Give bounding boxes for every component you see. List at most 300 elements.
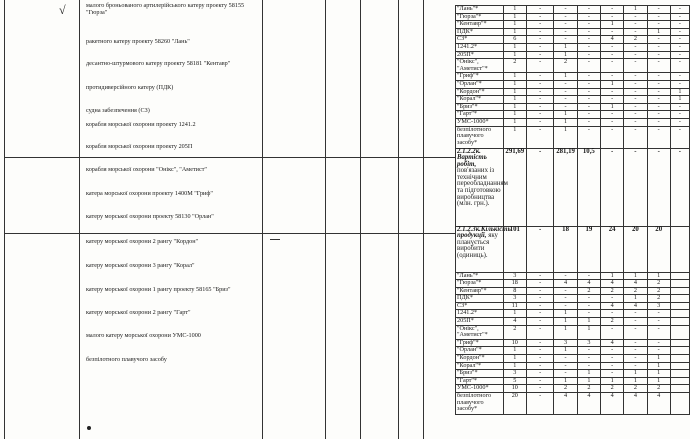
table-cell: - [526,111,554,119]
row-label: "Гюрза"* [456,280,504,288]
table-cell [670,287,689,295]
table-cell: - [526,96,554,104]
table-cell: - [647,21,670,29]
vessel-description: ракетного катеру проекту 58260 "Лань" [86,38,190,45]
table-cell: 1 [647,272,670,280]
table-cell: - [577,302,600,310]
table-cell: - [624,43,647,51]
vessel-description: катеру морської охорони 1 рангу проекту 58165 "Бриз" [86,286,231,293]
table-row [456,393,690,415]
table-cell: - [554,362,577,370]
table-cell: - [577,355,600,363]
table-cell: - [601,310,624,318]
table-cell: - [647,318,670,326]
table-row [456,347,690,355]
table-cell: 1 [503,6,526,14]
vessel-description: судна забезпечення (СЗ) [86,107,150,114]
row-label: "Гриф"* [456,73,504,81]
table-cell [670,318,689,326]
table-cell: - [647,80,670,88]
table-cell: 1 [624,377,647,385]
table-cell: 1 [503,21,526,29]
table-cell: - [577,28,600,36]
table-cell: - [526,347,554,355]
table-cell: 1 [624,370,647,378]
table-row [456,80,690,88]
table-cell: - [624,126,647,148]
table-cell: - [624,51,647,59]
row-separator [4,233,455,234]
table-row [456,126,690,148]
row-label: "Гюрза"* [456,13,504,21]
table-cell: - [624,21,647,29]
table-cell: - [670,59,689,73]
table-cell: - [601,96,624,104]
table-cell: 1 [554,126,577,148]
row-label: "Онікс", "Аметист"* [456,325,504,339]
table-row [456,111,690,119]
table-cell: 1 [577,325,600,339]
table-cell: 1 [554,325,577,339]
table-cell: 4 [601,339,624,347]
table-cell: - [577,118,600,126]
table-cell: 2 [601,385,624,393]
table-row [456,226,690,272]
table-cell: 1 [554,118,577,126]
table-cell: - [577,21,600,29]
row-label: "Кентавр"* [456,21,504,29]
check-mark-annotation: √ [59,3,66,17]
table-cell: - [554,370,577,378]
table-cell: - [577,111,600,119]
table-cell: - [577,295,600,303]
table-cell: - [647,96,670,104]
table-cell: 291,69 [503,148,526,226]
table-cell: 1 [577,377,600,385]
table-cell: 1 [503,73,526,81]
table-cell: 20 [503,393,526,415]
table-cell [670,325,689,339]
table-cell: - [577,73,600,81]
table-cell: 1 [601,80,624,88]
table-cell: - [554,295,577,303]
table-cell: 281,19 [554,148,577,226]
table-cell: - [526,43,554,51]
table-cell: - [670,36,689,44]
row-label: 1241.2* [456,310,504,318]
table-cell: - [526,310,554,318]
table-cell: - [577,13,600,21]
table-column-line [360,0,361,439]
table-cell: 1 [601,21,624,29]
table-cell [670,280,689,288]
table-cell: - [624,362,647,370]
table-cell: 4 [624,280,647,288]
table-cell: - [647,59,670,73]
table-cell [670,310,689,318]
table-cell: - [577,51,600,59]
table-cell: - [526,21,554,29]
table-cell: 1 [503,80,526,88]
row-label: "Бриз"* [456,370,504,378]
table-cell: 2 [503,59,526,73]
table-row [456,103,690,111]
table-cell: 1 [503,362,526,370]
vessel-description: протидиверсійного катеру (ПДК) [86,84,174,91]
table-cell: 4 [601,36,624,44]
table-cell: - [647,310,670,318]
table-cell: 2 [503,325,526,339]
vessel-description: безпілотного плавучого засобу [86,356,167,363]
table-row [456,362,690,370]
table-cell: - [554,96,577,104]
vessel-description: малого катеру морської охорони УМС-1000 [86,332,201,339]
table-cell: - [647,36,670,44]
table-cell: - [601,148,624,226]
table-cell [670,302,689,310]
table-cell: - [601,347,624,355]
table-cell: 5 [503,377,526,385]
table-cell [670,272,689,280]
table-cell: - [601,43,624,51]
table-cell: - [526,13,554,21]
table-cell: - [670,111,689,119]
row-label-text: пов'язаних із технічним переобладнанням та підготовкою виробництва (млн. грн.). [457,167,508,208]
table-cell: 1 [624,295,647,303]
table-cell: 2 [624,385,647,393]
row-label: СЗ* [456,36,504,44]
table-cell: 2 [554,59,577,73]
row-label: "Гарт"* [456,111,504,119]
vessel-description: корабля морської охорони проекту 1241.2 [86,121,196,128]
table-cell: - [577,36,600,44]
table-cell: 2 [647,295,670,303]
table-cell: - [554,80,577,88]
table-cell: - [526,325,554,339]
table-row [456,355,690,363]
table-row [456,310,690,318]
table-cell: 4 [647,393,670,415]
row-label-text: яку планується виробити (одиниць). [457,232,498,259]
table-cell: 1 [670,88,689,96]
table-cell: - [526,302,554,310]
table-cell: - [554,28,577,36]
table-cell: - [577,80,600,88]
table-cell: 24 [601,226,624,272]
table-cell: - [670,103,689,111]
table-cell: - [601,73,624,81]
table-cell: - [670,51,689,59]
table-cell: - [670,13,689,21]
table-row [456,148,690,226]
row-separator [4,157,455,158]
table-cell: - [647,339,670,347]
table-cell: 1 [647,355,670,363]
table-cell: 20 [624,226,647,272]
row-label: безпілотного плавучого засобу* [456,126,504,148]
table-cell: 1 [554,73,577,81]
table-cell: - [624,73,647,81]
table-cell: 2 [577,385,600,393]
table-cell: - [577,103,600,111]
vessel-description: катеру морської охорони проекту 58130 "Орлан" [86,213,214,220]
table-cell: 1 [577,318,600,326]
row-separator-mark [270,239,280,240]
table-cell: - [526,393,554,415]
row-label: "Лань"* [456,6,504,14]
table-cell [670,393,689,415]
table-cell: - [624,118,647,126]
table-column-line [79,0,80,439]
table-row [456,59,690,73]
row-label: "Кордон"* [456,88,504,96]
table-cell: 1 [503,88,526,96]
row-label: "Гарт"* [456,377,504,385]
table-cell: - [526,148,554,226]
table-cell: - [601,28,624,36]
table-cell: - [647,88,670,96]
table-cell: 1 [670,96,689,104]
table-cell: - [624,347,647,355]
table-cell: - [577,43,600,51]
table-cell [670,385,689,393]
row-label-heading: 2.1.2.3к.Кількість продукції, [457,225,511,240]
row-label: ПДК* [456,295,504,303]
table-cell: - [526,126,554,148]
table-cell: 3 [577,339,600,347]
table-cell: - [577,59,600,73]
table-cell: - [647,347,670,355]
row-label: 1241.2* [456,43,504,51]
table-cell: 2 [577,287,600,295]
table-row [456,295,690,303]
row-label: УМС-1000* [456,385,504,393]
table-cell: - [526,318,554,326]
table-cell: - [526,51,554,59]
table-cell: - [624,103,647,111]
table-cell: - [554,287,577,295]
table-cell: 1 [503,355,526,363]
table-cell: 2 [624,287,647,295]
table-cell: - [577,6,600,14]
table-cell: 4 [601,393,624,415]
table-cell [670,377,689,385]
table-cell: - [624,310,647,318]
table-cell: - [624,59,647,73]
table-cell: - [601,111,624,119]
table-cell: 1 [503,103,526,111]
table-cell: - [526,73,554,81]
table-cell: - [554,88,577,96]
table-row [456,370,690,378]
table-cell: - [526,280,554,288]
table-row [456,43,690,51]
table-cell: - [624,318,647,326]
row-label: "Орлан"* [456,347,504,355]
table-cell: - [601,118,624,126]
table-cell: - [554,272,577,280]
table-row [456,13,690,21]
vessel-description: катеру морської охорони 2 рангу "Кордон" [86,238,199,245]
table-cell: 4 [554,280,577,288]
table-cell: - [624,325,647,339]
table-cell: 1 [647,28,670,36]
row-label: "Кентавр"* [456,287,504,295]
table-cell: 2 [624,36,647,44]
table-row [456,88,690,96]
table-row [456,302,690,310]
table-cell: 3 [503,272,526,280]
table-cell: - [526,226,554,272]
table-cell: 11 [503,302,526,310]
table-cell [670,226,689,272]
table-cell: - [577,272,600,280]
table-cell: 1 [554,310,577,318]
table-cell: - [624,148,647,226]
table-cell: 1 [554,111,577,119]
table-cell [670,355,689,363]
row-label: "Гриф"* [456,339,504,347]
table-row [456,318,690,326]
table-cell: 1 [503,43,526,51]
table-column-line [398,0,399,439]
table-cell: 2 [601,287,624,295]
table-cell: - [647,51,670,59]
table-cell: 1 [647,362,670,370]
table-cell: 20 [647,226,670,272]
table-cell: - [526,272,554,280]
table-cell: - [624,88,647,96]
table-cell: 2 [554,385,577,393]
table-cell: - [670,6,689,14]
vessel-description: малого броньованого артилерійського катеру проекту 58155 "Гюрза" [86,2,245,17]
table-cell: - [526,88,554,96]
table-cell: - [670,43,689,51]
table-row [456,325,690,339]
table-column-line [325,0,326,439]
table-cell: - [647,6,670,14]
table-cell: 1 [503,111,526,119]
table-cell: - [526,103,554,111]
row-label: "Кордон"* [456,355,504,363]
table-border-left [4,0,5,439]
table-cell: - [526,6,554,14]
table-cell: - [647,103,670,111]
table-cell: 3 [647,302,670,310]
table-cell: - [526,287,554,295]
row-label: "Корал"* [456,362,504,370]
table-cell: 10 [503,385,526,393]
table-cell: - [526,59,554,73]
table-cell: - [601,325,624,339]
table-cell: 2 [647,287,670,295]
table-cell: 1 [554,318,577,326]
table-cell: - [601,355,624,363]
table-column-line [262,0,263,439]
row-label-heading: 2.1.2.2к. Вартість робіт, [457,147,487,168]
table-cell: - [577,88,600,96]
table-row [456,339,690,347]
table-cell: 1 [503,118,526,126]
table-cell: - [601,362,624,370]
table-cell: 4 [601,280,624,288]
table-cell: - [601,126,624,148]
vessel-description: десантно-штурмового катеру проекту 58181 "Кентавр" [86,60,231,67]
table-cell: 1 [624,272,647,280]
table-cell: 1 [647,377,670,385]
production-table [455,5,690,415]
table-cell: - [526,36,554,44]
table-cell: - [647,126,670,148]
table-cell: 10 [503,339,526,347]
table-cell: 2 [647,385,670,393]
table-cell: 18 [503,280,526,288]
table-cell: - [526,362,554,370]
table-cell: 4 [554,393,577,415]
table-cell: - [577,362,600,370]
table-cell: 1 [554,347,577,355]
vessel-description: корабля морської охорони проекту 205П [86,143,193,150]
table-cell: - [577,347,600,355]
table-cell [670,339,689,347]
table-cell: - [647,43,670,51]
vessel-description: катеру морської охорони 3 рангу "Корал" [86,262,195,269]
table-cell: - [526,385,554,393]
vessel-description: катеру морської охорони 2 рангу "Гарт" [86,309,191,316]
row-label: безпілотного плавучого засобу* [456,393,504,415]
table-cell: 1 [503,28,526,36]
table-cell: - [624,111,647,119]
table-cell: - [554,21,577,29]
table-cell: - [526,80,554,88]
table-cell: - [577,310,600,318]
table-cell: - [624,96,647,104]
table-cell: 1 [503,96,526,104]
table-cell: - [601,370,624,378]
table-cell: - [554,302,577,310]
table-cell: - [670,126,689,148]
table-cell: 1 [554,51,577,59]
table-cell: 4 [577,393,600,415]
table-cell: 2 [601,318,624,326]
table-cell [670,347,689,355]
table-row [456,377,690,385]
row-label [456,147,508,226]
row-label: "Лань"* [456,272,504,280]
table-cell: 1 [601,377,624,385]
row-label: "Бриз"* [456,103,504,111]
table-cell: 18 [554,226,577,272]
table-cell: - [670,118,689,126]
table-cell: - [647,148,670,226]
table-cell: 4 [577,280,600,288]
table-cell: - [526,377,554,385]
row-label: "Орлан"* [456,80,504,88]
row-label: "Онікс", "Аметист"* [456,59,504,73]
table-cell: - [554,6,577,14]
table-cell: - [647,118,670,126]
table-cell: 4 [503,318,526,326]
bullet-mark [87,426,91,430]
table-cell: - [601,51,624,59]
table-row [456,6,690,14]
table-cell: - [526,355,554,363]
table-cell: - [601,88,624,96]
row-label: ПДК* [456,28,504,36]
table-cell: 1 [554,377,577,385]
table-cell: - [624,355,647,363]
table-cell: - [624,80,647,88]
